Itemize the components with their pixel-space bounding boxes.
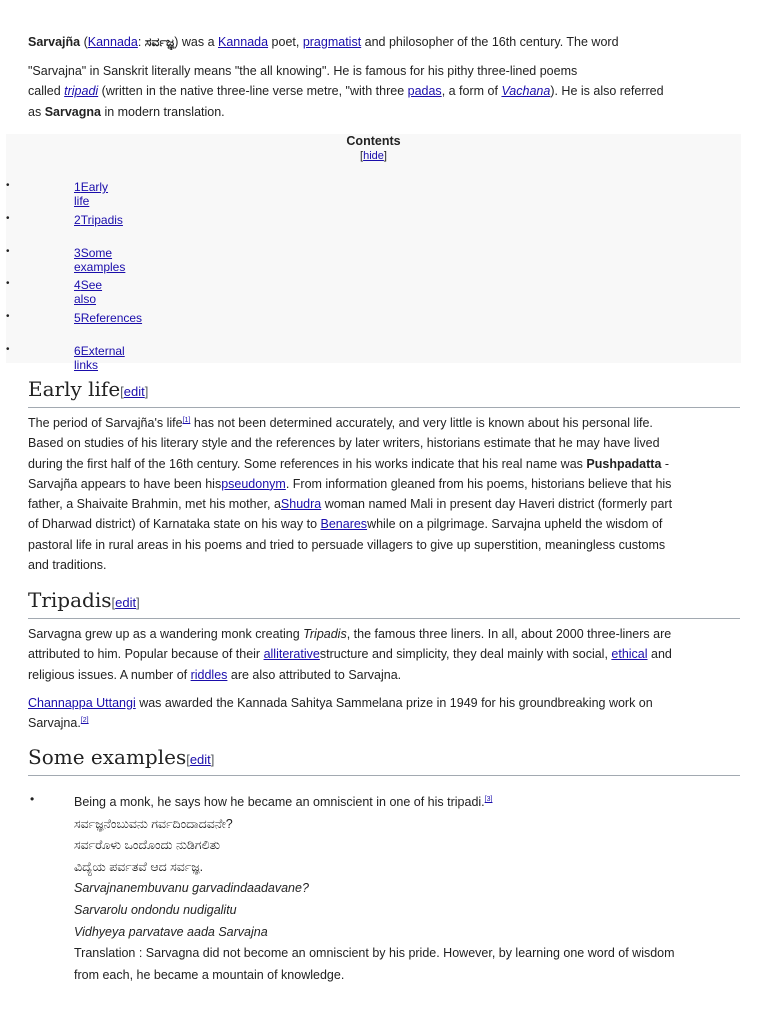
transliteration-line-3: Vidhyeya parvatave aada Sarvajna (74, 924, 268, 939)
edit-link-some-examples[interactable]: edit (189, 752, 211, 767)
kannada-line-1: ಸರ್ವಜ್ಞನೆಂಬುವನು ಗರ್ವದಿಂದಾದವನೇ? (74, 816, 233, 831)
intro-paragraph-1: Sarvajña (Kannada: ಸರ್ವಜ್ಞ) was a Kannada poet, pragmatist and philosopher of the 16th century. The word (28, 35, 619, 49)
tripadis-paragraph-1: Sarvagna grew up as a wandering monk creating Tripadis, the famous three liners. In all, about 2000 three-liners are attributed to him. Popular because of their alliterativestructure and simplicity, they deal mainly with social, ethical and religious issues. A number of riddles are also attributed to Sarvajna. (28, 627, 672, 682)
example-intro: Being a monk, he says how he became an omniscient in one of his tripadi.[3] (74, 795, 493, 809)
bullet-icon: • (6, 343, 10, 355)
kannada-line-3: ವಿದ್ಯೆಯ ಪರ್ವತವೆ ಆದ ಸರ್ವಜ್ಞ. (74, 859, 204, 874)
native-name: ಸರ್ವಜ್ಞ (144, 35, 175, 49)
bullet-icon: • (30, 792, 35, 806)
reference-3-link[interactable]: [3] (484, 795, 493, 803)
toc-link-external-links[interactable]: 6External links (74, 343, 125, 372)
shudra-link[interactable]: Shudra (280, 497, 322, 512)
channappa-uttangi-link[interactable]: Channappa Uttangi (28, 696, 136, 710)
transliteration-line-2: Sarvarolu ondondu nudigalitu (74, 902, 237, 917)
toc-link-early-life[interactable]: 1Early life (74, 180, 109, 208)
translation-line-1: Translation : Sarvagna did not become an omniscient by his pride. However, by learning one word of wisdom (74, 946, 675, 961)
bullet-icon: • (6, 245, 10, 257)
sarvagna-bold: Sarvagna (44, 104, 101, 119)
kannada-link[interactable]: Kannada (218, 35, 269, 49)
tripadi-link[interactable]: tripadi (64, 84, 99, 99)
edit-section: [edit] (186, 752, 215, 767)
transliteration-line-1: Sarvajnanembuvanu garvadindaadavane? (74, 881, 309, 896)
example-item (74, 792, 740, 986)
bullet-icon: • (6, 311, 10, 323)
heading-some-examples: Some examples[edit] (28, 744, 740, 776)
reference-1-link[interactable]: [1] (182, 416, 191, 424)
toc-link-tripadis[interactable]: 2Tripadis (74, 212, 123, 227)
table-of-contents (6, 134, 741, 372)
riddles-link[interactable]: riddles (190, 667, 228, 682)
toc-hide-toggle: [hide] (360, 150, 387, 162)
edit-link-tripadis[interactable]: edit (115, 595, 137, 610)
toc-title: Contents (346, 134, 401, 148)
edit-section: [edit] (120, 384, 149, 399)
bullet-icon: • (6, 180, 10, 191)
kannada-line-2: ಸರ್ವರೊಳು ಒಂದೊಂದು ನುಡಿಗಲಿತು (74, 838, 221, 853)
reference-2-link[interactable]: [2] (80, 717, 89, 725)
heading-early-life: Early life[edit] (28, 376, 740, 408)
subject-name: Sarvajña (28, 35, 81, 49)
toc-hide-link[interactable]: hide (363, 150, 384, 162)
edit-section: [edit] (111, 595, 140, 610)
benares-link[interactable]: Benares (320, 517, 368, 532)
ethical-link[interactable]: ethical (611, 647, 648, 662)
pushpadatta-bold: Pushpadatta (586, 456, 662, 471)
translation-line-2: from each, he became a mountain of knowledge. (74, 967, 345, 982)
edit-link-early-life[interactable]: edit (123, 384, 145, 399)
early-life-paragraph: The period of Sarvajña's life[1] has not been determined accurately, and very little is known about his personal life. Based on studies of his literary style and the references by later writers, historians estimate that he may have lived during the first half of the 16th century. Some references in his works indicate that his real name was Pushpadatta - Sarvajña appears to have been hispseudonym. From information gleaned from his poems, historians believe that his father, a Shaivaite Brahmin, met his mother, aShudra woman named Mali in present day Haveri district (formerly part of Dharwad district) of Karnataka state on his way to Benareswhile on a pilgrimage. Sarvajna upheld the wisdom of pastoral life in rural areas in his poems and tried to persuade villagers to give up superstition, meaningless customs and traditions. (28, 416, 673, 573)
bullet-icon: • (6, 212, 10, 224)
tripadis-paragraph-2: Channappa Uttangi was awarded the Kannada Sahitya Sammelana prize in 1949 for his groundbreaking work on Sarvajna.[2] (28, 696, 653, 731)
padas-link[interactable]: padas (407, 84, 442, 99)
pragmatist-link[interactable]: pragmatist (302, 35, 362, 49)
kannada-language-link[interactable]: Kannada (87, 35, 138, 49)
pseudonym-link[interactable]: pseudonym (221, 476, 286, 491)
intro-paragraph-2: "Sarvajna" in Sanskrit literally means "the all knowing". He is famous for his pithy three-lined poems called tripadi (written in the native three-line verse metre, "with three padas, a form of Vachana). He is also referred as Sarvagna in modern translation. (28, 64, 664, 119)
toc-link-see-also[interactable]: 4See also (74, 278, 103, 307)
bullet-icon: • (6, 278, 10, 290)
alliterative-link[interactable]: alliterative (263, 647, 320, 662)
toc-link-some-examples[interactable]: 3Some examples (74, 245, 126, 274)
vachana-link[interactable]: Vachana (501, 84, 551, 99)
heading-tripadis: Tripadis[edit] (28, 587, 740, 619)
toc-link-references[interactable]: 5References (74, 311, 143, 326)
